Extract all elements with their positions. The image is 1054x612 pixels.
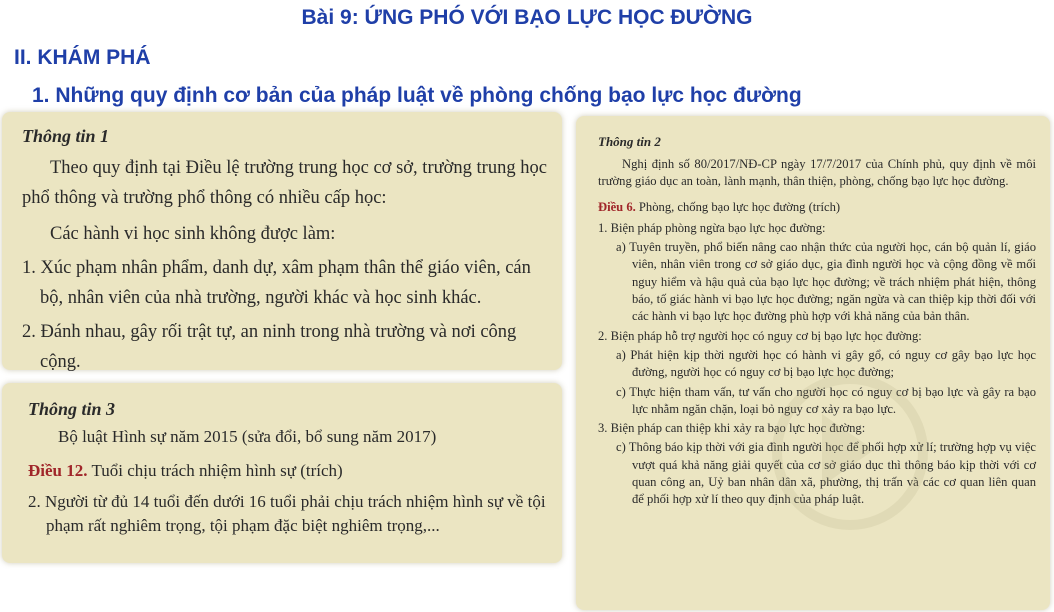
info-box-3-law: Bộ luật Hình sự năm 2015 (sửa đổi, bổ sung năm 2017): [58, 427, 437, 446]
info-box-1-item-2: 2. Đánh nhau, gây rối trật tự, an ninh trong nhà trường và nơi công cộng.: [22, 322, 517, 372]
info-box-1-lead: Các hành vi học sinh không được làm:: [50, 224, 336, 244]
info-box-3: [2, 383, 562, 563]
info-box-2-heading: Thông tin 2: [598, 134, 661, 149]
info-box-2-article-label: Điều 6.: [598, 199, 636, 214]
info-box-2-measure-2: 2. Biện pháp hỗ trợ người học có nguy cơ bị bạo lực học đường:: [598, 328, 922, 343]
info-box-3-article-title: Tuổi chịu trách nhiệm hình sự (trích): [87, 461, 343, 480]
info-box-2-measure-1a: a) Tuyên truyền, phổ biến nâng cao nhận thức của người học, cán bộ quản lí, giáo viên, nhân viên trong cơ sở giáo dục, gia đình người học và cộng đồng về mối nguy hiểm và hậu quả của bạo lực học đường; về trách nhiệm phát hiện, thông báo, tố giác hành vi bạo lực học đường; ngăn ngừa và can thiệp kịp thời đối với các hành vi bạo lực học đường phù hợp với khả năng của bản thân.: [616, 240, 1036, 324]
info-box-2-intro: Nghị định số 80/2017/NĐ-CP ngày 17/7/2017 của Chính phủ, quy định về môi trường giáo dục an toàn, lành mạnh, thân thiện, phòng, chống bạo lực học đường.: [598, 157, 1036, 189]
info-box-2-measure-3: 3. Biện pháp can thiệp khi xảy ra bạo lực học đường:: [598, 421, 866, 436]
section-heading: II. KHÁM PHÁ: [14, 46, 151, 69]
info-box-2-article: [598, 199, 1036, 216]
info-box-3-article-label: Điều 12.: [28, 461, 88, 480]
info-box-2-article-title: Phòng, chống bạo lực học đường (trích): [635, 199, 841, 214]
info-box-2-measure-1: 1. Biện pháp phòng ngừa bạo lực học đường:: [598, 220, 826, 235]
info-box-3-heading: Thông tin 3: [28, 399, 116, 419]
page-title: Bài 9: ỨNG PHÓ VỚI BẠO LỰC HỌC ĐƯỜNG: [301, 6, 753, 29]
info-box-2-measure-3c: c) Thông báo kịp thời với gia đình người học để phối hợp xử lí; trường hợp vụ việc vượt quá khả năng giải quyết của cơ sở giáo dục thì thông báo kịp thời với cơ quan công an, Uỷ ban nhân dân xã, phường, thị trấn và các cơ quan liên quan để phối hợp xử lí theo quy định của pháp luật.: [616, 440, 1036, 507]
info-box-1: [2, 112, 562, 370]
info-box-1-intro: Theo quy định tại Điều lệ trường trung học cơ sở, trường trung học phổ thông và trường phổ thông có nhiều cấp học:: [22, 158, 547, 208]
subsection-heading: 1. Những quy định cơ bản của pháp luật về phòng chống bạo lực học đường: [32, 84, 802, 107]
info-box-3-item: 2. Người từ đủ 14 tuổi đến dưới 16 tuổi phải chịu trách nhiệm hình sự về tội phạm rất nghiêm trọng, tội phạm đặc biệt nghiêm trọng,...: [28, 492, 546, 535]
info-box-1-heading: Thông tin 1: [22, 126, 110, 146]
info-box-1-item-1: 1. Xúc phạm nhân phẩm, danh dự, xâm phạm thân thể giáo viên, cán bộ, nhân viên của nhà trường, người khác và học sinh khác.: [22, 258, 531, 308]
info-box-2: [576, 116, 1050, 610]
info-box-3-article: [28, 458, 550, 484]
info-box-2-measure-2a: a) Phát hiện kịp thời người học có hành vi gây gổ, có nguy cơ gây bạo lực học đường, người học có nguy cơ bị bạo lực học đường;: [616, 347, 1036, 380]
info-box-2-measure-2c: c) Thực hiện tham vấn, tư vấn cho người học có nguy cơ bị bạo lực và gây ra bạo lực nhằm ngăn chặn, loại bỏ nguy cơ xảy ra bạo lực.: [616, 384, 1036, 416]
